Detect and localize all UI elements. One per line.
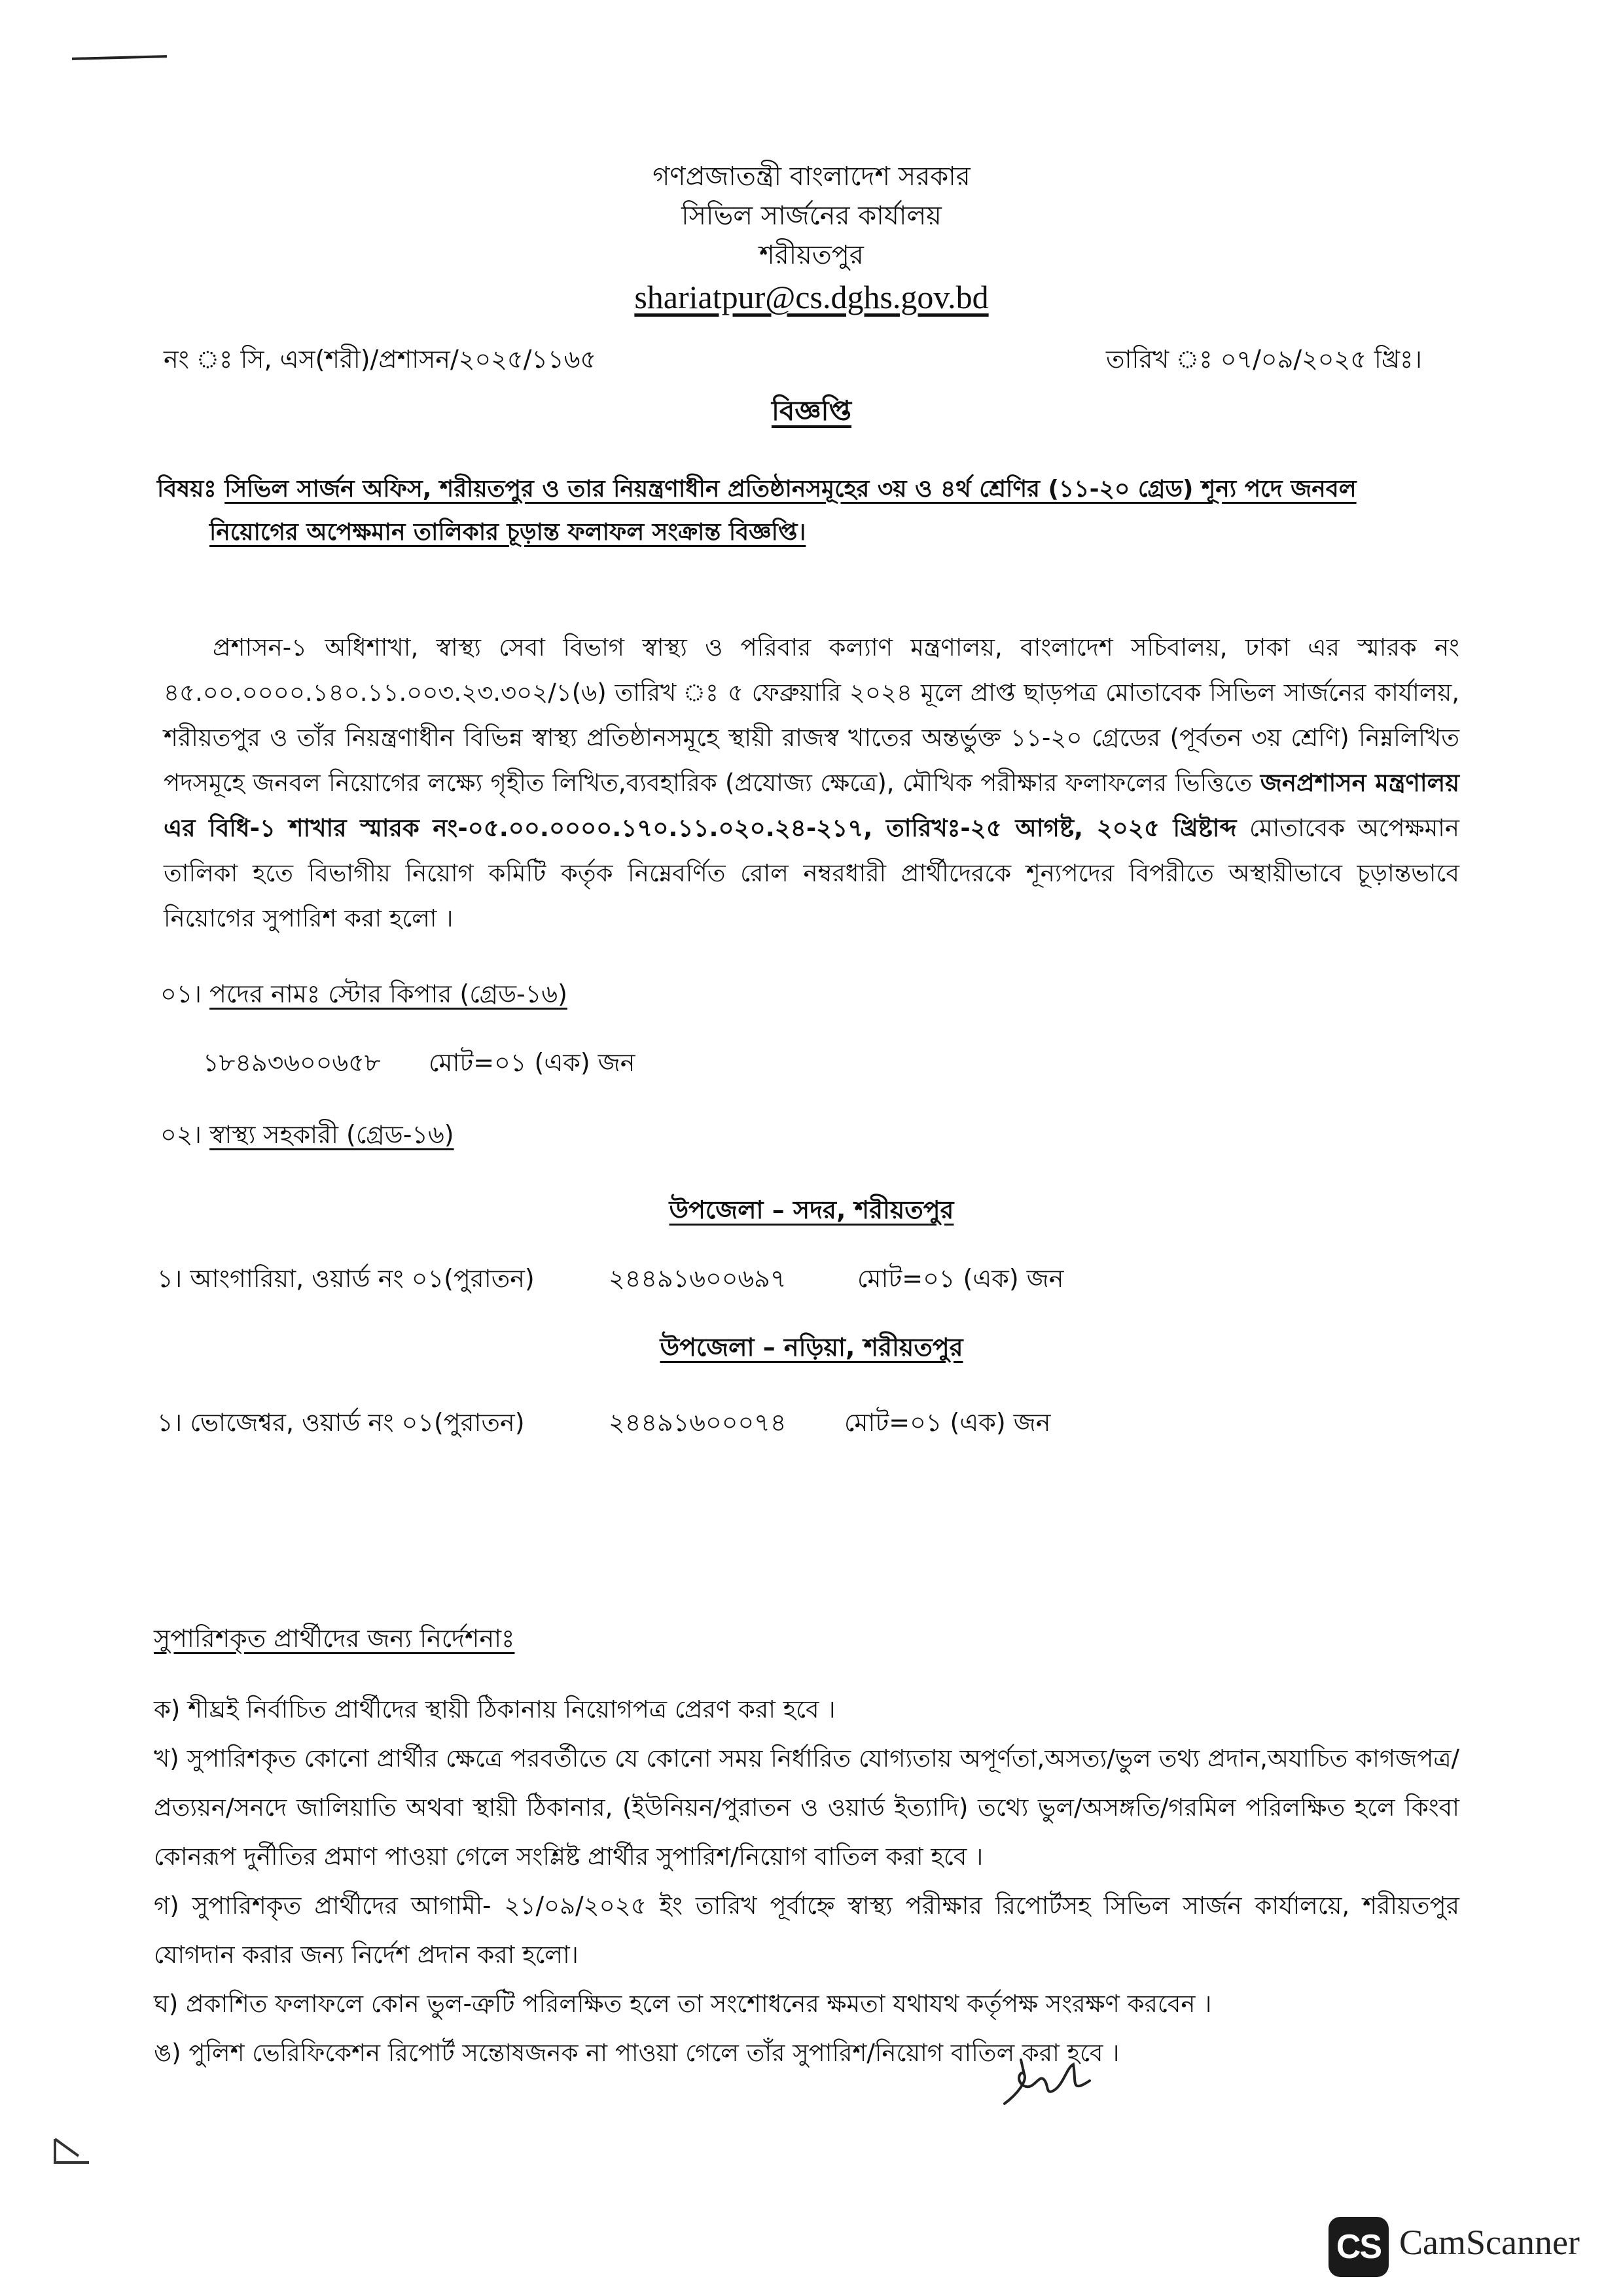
candidate-roll: ২৪৪৯১৬০০০৭৪ <box>609 1408 787 1437</box>
instruction-item: খ) সুপারিশকৃত কোনো প্রার্থীর ক্ষেত্রে পরবর্তীতে যে কোনো সময় নির্ধারিত যোগ্যতায় অপূর্ণতা,অসত্য/ভুল তথ্য প্রদান,অযাচিত কাগজপত্র/প্রত্যয়ন/সনদে জালিয়াতি অথবা স্থায়ী ঠিকানার, (ইউনিয়ন/পুরাতন ও ওয়ার্ড ইত্যাদি) তথ্যে ভুল/অসঙ্গতি/গরমিল পরিলক্ষিত হলে কিংবা কোনরূপ দুর্নীতির প্রমাণ পাওয়া গেলে সংশ্লিষ্ট প্রার্থীর সুপারিশ/নিয়োগ বাতিল করা হবে । <box>154 1744 1459 1871</box>
candidate-place: ১। আংগারিয়া, ওয়ার্ড নং ০১(পুরাতন) <box>157 1264 535 1293</box>
body-text-2: মোতাবেক অপেক্ষমান তালিকা হতে বিভাগীয় নিয়োগ কমিটি কর্তৃক নিম্নেবর্ণিত রোল নম্বরধারী প্রার্থীদেরকে শূন্যপদের বিপরীতে অস্থায়ীভাবে চূড়ান্তভাবে নিয়োগের সুপারিশ করা হলো । <box>164 814 1459 932</box>
post-2-title: স্বাস্থ্য সহকারী (গ্রেড-১৬) <box>209 1120 454 1149</box>
notice-title: বিজ্ঞপ্তি <box>771 395 852 427</box>
upazila-heading-sadar: উপজেলা – সদর, শরীয়তপুর <box>669 1195 954 1224</box>
body-text-bold: জনপ্রশাসন মন্ত্রণালয় এর বিধি-১ শাখার স্মারক নং-০৫.০০.০০০০.১৭০.১১.০২০.২৪-২১৭, তারিখঃ-২৫ আগষ্ট, ২০২৫ খ্রিষ্টাব্দ <box>164 769 1459 842</box>
post-1-heading <box>160 975 567 1017</box>
notice-date: তারিখ ঃ ০৭/০৯/২০২৫ খ্রিঃ। <box>1106 345 1422 374</box>
upazila-heading-naria: উপজেলা – নড়িয়া, শরীয়তপুর <box>660 1333 963 1362</box>
body-paragraph <box>164 625 1459 941</box>
candidate-total: মোট=০১ (এক) জন <box>844 1408 1051 1437</box>
pen-stroke-mark <box>72 55 167 60</box>
subject-line-1: সিভিল সার্জন অফিস, শরীয়তপুর ও তার নিয়ন্ত্রণাধীন প্রতিষ্ঠানসমূহের ৩য় ও ৪র্থ শ্রেণির (১১-২০ গ্রেড) শূন্য পদে জনবল <box>224 476 1357 503</box>
post-1-number: ০১। <box>160 980 202 1008</box>
camscanner-logo-icon: CS <box>1329 2217 1389 2277</box>
district-name: শরীয়তপুর <box>759 240 864 270</box>
candidate-roll: ২৪৪৯১৬০০৬৯৭ <box>609 1264 787 1293</box>
camscanner-name: CamScanner <box>1399 2223 1580 2262</box>
office-name: সিভিল সার্জনের কার্যালয় <box>681 201 942 231</box>
post-2-number: ০২। <box>160 1120 202 1149</box>
government-name: গণপ্রজাতন্ত্রী বাংলাদেশ সরকার <box>652 162 971 192</box>
corner-scan-mark <box>52 2136 92 2166</box>
instruction-item: ঙ) পুলিশ ভেরিফিকেশন রিপোর্ট সন্তোষজনক না পাওয়া গেলে তাঁর সুপারিশ/নিয়োগ বাতিল করা হবে । <box>154 2039 1120 2067</box>
instructions-heading: সুপারিশকৃত প্রার্থীদের জন্য নির্দেশনাঃ <box>154 1624 515 1653</box>
subject-line-2: নিয়োগের অপেক্ষমান তালিকার চূড়ান্ত ফলাফল সংক্রান্ত বিজ্ঞপ্তি। <box>209 519 806 546</box>
candidate-total: মোট=০১ (এক) জন <box>857 1264 1064 1293</box>
memo-number: নং ঃ সি, এস(শরী)/প্রশাসন/২০২৫/১১৬৫ <box>164 345 597 374</box>
body-text-1: প্রশাসন-১ অধিশাখা, স্বাস্থ্য সেবা বিভাগ স্বাস্থ্য ও পরিবার কল্যাণ মন্ত্রণালয়, বাংলাদেশ সচিবালয়, ঢাকা এর স্মারক নং ৪৫.০০.০০০০.১৪০.১১.০০৩.২৩.৩০২/১(৬) তারিখ ঃ ৫ ফেব্রুয়ারি ২০২৪ মূলে প্রাপ্ত ছাড়পত্র মোতাবেক সিভিল সার্জনের কার্যালয়, শরীয়তপুর ও তাঁর নিয়ন্ত্রণাধীন বিভিন্ন স্বাস্থ্য প্রতিষ্ঠানসমূহে স্থায়ী রাজস্ব খাতের অন্তর্ভুক্ত ১১-২০ গ্রেডের (পূর্বতন ৩য় শ্রেণি) নিম্নলিখিত পদসমূহে জনবল নিয়োগের লক্ষ্যে গৃহীত লিখিত,ব্যবহারিক (প্রযোজ্য ক্ষেত্রে), মৌখিক পরীক্ষার ফলাফলের ভিত্তিতে <box>164 633 1459 797</box>
candidate-place: ১। ভোজেশ্বর, ওয়ার্ড নং ০১(পুরাতন) <box>157 1408 525 1437</box>
instruction-item: গ) সুপারিশকৃত প্রার্থীদের আগামী- ২১/০৯/২০২৫ ইং তারিখ পূর্বাহ্নে স্বাস্থ্য পরীক্ষার রিপোর্টসহ সিভিল সার্জন কার্যালয়ে, শরীয়তপুর যোগদান করার জন্য নির্দেশ প্রদান করা হলো। <box>154 1892 1459 1969</box>
post-1-total: মোট=০১ (এক) জন <box>429 1048 635 1077</box>
letterhead <box>484 157 1139 275</box>
candidate-row-sadar <box>157 1260 1073 1296</box>
subject-block <box>157 468 1459 554</box>
instruction-item: ক) শীঘ্রই নির্বাচিত প্রার্থীদের স্থায়ী ঠিকানায় নিয়োগপত্র প্রেরণ করা হবে । <box>154 1695 836 1723</box>
instructions-list <box>154 1685 1459 2077</box>
office-email: shariatpur@cs.dghs.gov.bd <box>634 279 989 315</box>
instruction-item: ঘ) প্রকাশিত ফলাফলে কোন ভুল-ত্রুটি পরিলক্ষিত হলে তা সংশোধনের ক্ষমতা যথাযথ কর্তৃপক্ষ সংরক্ষণ করবেন । <box>154 1990 1212 2018</box>
candidate-row-naria <box>157 1404 1073 1440</box>
subject-label: বিষয়ঃ <box>157 476 217 503</box>
post-1-title: পদের নামঃ স্টোর কিপার (গ্রেড-১৬) <box>209 980 567 1008</box>
post-2-heading <box>160 1116 454 1157</box>
signature-mark <box>998 2055 1096 2113</box>
post-1-roll: ১৮৪৯৩৬০০৬৫৮ <box>203 1048 381 1077</box>
